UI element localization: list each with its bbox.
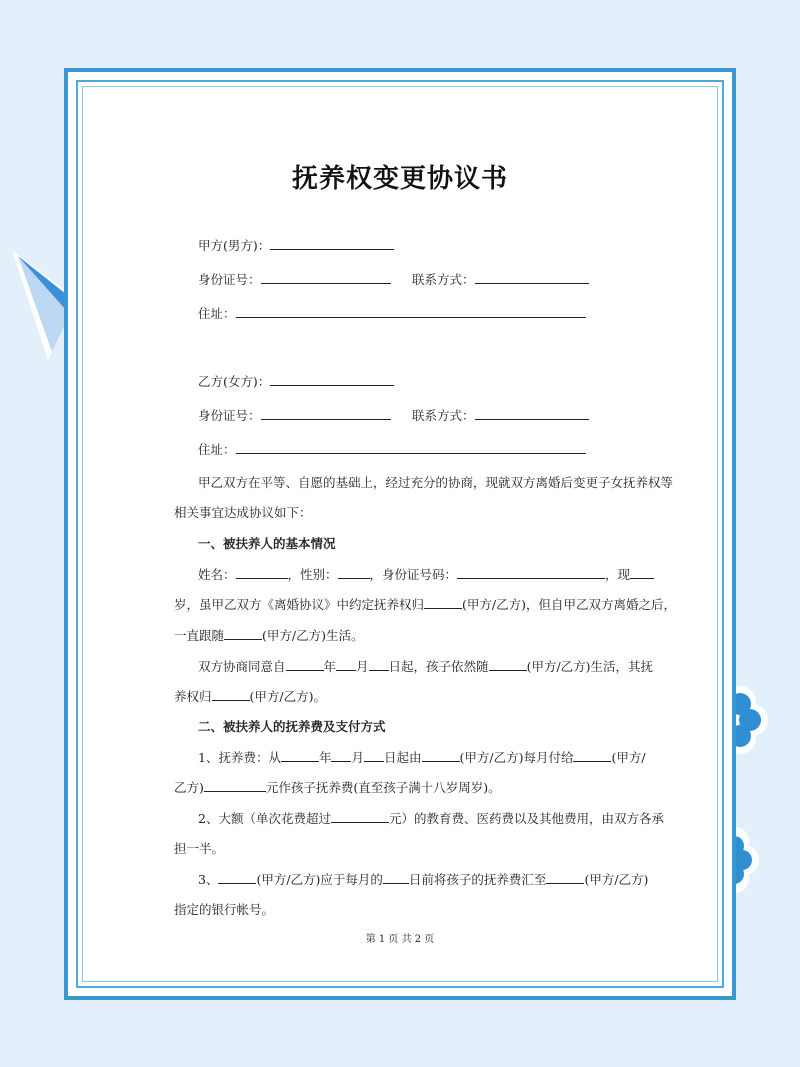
party-b-address-label: 住址：: [198, 442, 236, 457]
section-1-para-2: [174, 595, 676, 613]
child-name-blank[interactable]: [236, 565, 288, 579]
party-b-contact-line: [412, 406, 800, 424]
custody-party-blank[interactable]: [489, 657, 527, 671]
text-fragment: 姓名：: [198, 567, 236, 582]
text-fragment: (甲方/乙方)生活。: [262, 628, 364, 643]
party-a-contact-line: [412, 270, 800, 288]
party-a-contact-label: 联系方式：: [412, 272, 475, 287]
section-2-item-3-line-1: [198, 870, 668, 888]
party-b-contact-blank[interactable]: [475, 406, 589, 420]
party-b-name-blank[interactable]: [270, 372, 394, 386]
text-fragment: 月: [356, 659, 369, 674]
party-a-contact-blank[interactable]: [475, 270, 589, 284]
text-fragment: (甲方/: [611, 750, 646, 765]
section-1-heading: 一、被扶养人的基本情况: [198, 536, 336, 551]
text-fragment: 双方协商同意自: [198, 659, 286, 674]
text-fragment: (甲方/乙方)，但自甲乙双方离婚之后，: [462, 597, 676, 612]
recipient-blank[interactable]: [546, 870, 584, 884]
text-fragment: 一直跟随: [174, 628, 225, 643]
intro-line-1: 甲乙双方在平等、自愿的基础上，经过充分的协商，现就双方离婚后变更子女抚养权等: [198, 475, 674, 490]
support-month-blank[interactable]: [331, 748, 351, 762]
text-fragment: (甲方/乙方)应于每月的: [256, 872, 383, 887]
text-fragment: 乙方): [174, 780, 204, 795]
section-2-item-1-line-1: [198, 748, 668, 766]
party-b-address-line: [198, 440, 668, 458]
document-title: 抚养权变更协议书: [291, 164, 508, 194]
text-fragment: 日起，孩子依然随: [388, 659, 489, 674]
section-2-item-2-line-1: [198, 809, 668, 827]
section-2-item-3-line-2: 指定的银行帐号。: [174, 902, 275, 917]
party-a-id-blank[interactable]: [261, 270, 391, 284]
party-a-address-line: [198, 304, 668, 322]
section-1-para-3: [174, 626, 644, 644]
text-fragment: (甲方/乙方)每月付给: [459, 750, 574, 765]
text-fragment: (甲方/乙方)。: [249, 689, 326, 704]
support-amount-blank[interactable]: [204, 778, 266, 792]
party-b-address-blank[interactable]: [236, 440, 586, 454]
section-2-item-2-line-2: 担一半。: [174, 841, 225, 856]
child-id-blank[interactable]: [457, 565, 605, 579]
year-blank[interactable]: [286, 657, 324, 671]
text-fragment: (甲方/乙方): [584, 872, 649, 887]
text-fragment: 日起由: [384, 750, 422, 765]
text-fragment: ，现: [605, 567, 631, 582]
payee-blank[interactable]: [573, 748, 611, 762]
remitter-blank[interactable]: [218, 870, 256, 884]
party-b-name-line: [198, 372, 668, 390]
text-fragment: 养权归: [174, 689, 212, 704]
support-year-blank[interactable]: [281, 748, 319, 762]
party-b-id-blank[interactable]: [261, 406, 391, 420]
party-a-id-label: 身份证号：: [198, 272, 261, 287]
text-fragment: 2、大额（单次花费超过: [198, 811, 331, 826]
section-2-item-1-line-2: [174, 778, 644, 796]
original-custody-blank[interactable]: [424, 595, 462, 609]
party-b-contact-label: 联系方式：: [412, 408, 475, 423]
support-day-blank[interactable]: [364, 748, 384, 762]
text-fragment: ，性别：: [287, 567, 338, 582]
section-2-heading: 二、被扶养人的抚养费及支付方式: [198, 719, 386, 734]
text-fragment: 3、: [198, 872, 219, 887]
section-1-para-4: [198, 657, 668, 675]
large-expense-blank[interactable]: [331, 809, 389, 823]
intro-line-2: 相关事宜达成协议如下：: [174, 505, 312, 520]
text-fragment: 日前将孩子的抚养费汇至: [408, 872, 547, 887]
text-fragment: (甲方/乙方)生活，其抚: [526, 659, 654, 674]
child-gender-blank[interactable]: [338, 565, 370, 579]
custody-owner-blank[interactable]: [212, 687, 250, 701]
text-fragment: 元作孩子抚养费(直至孩子满十八岁周岁)。: [265, 780, 501, 795]
month-blank[interactable]: [336, 657, 356, 671]
text-fragment: 元）的教育费、医药费以及其他费用，由双方各承: [388, 811, 664, 826]
party-a-name-label: 甲方(男方)：: [198, 238, 271, 253]
living-with-blank[interactable]: [224, 626, 262, 640]
text-fragment: 年: [318, 750, 332, 765]
section-1-para-1: [198, 565, 668, 583]
payment-day-blank[interactable]: [383, 870, 409, 884]
party-a-address-label: 住址：: [198, 306, 236, 321]
text-fragment: 岁，虽甲乙双方《离婚协议》中约定抚养权归: [174, 597, 425, 612]
party-a-name-blank[interactable]: [270, 236, 394, 250]
text-fragment: ，身份证号码：: [369, 567, 458, 582]
payer-blank[interactable]: [422, 748, 460, 762]
party-a-name-line: [198, 236, 668, 254]
page-number-footer: 第 1 页 共 2 页: [365, 934, 435, 945]
party-a-address-blank[interactable]: [236, 304, 586, 318]
section-1-para-5: [174, 687, 644, 705]
party-b-id-label: 身份证号：: [198, 408, 261, 423]
party-b-name-label: 乙方(女方)：: [198, 374, 271, 389]
day-blank[interactable]: [369, 657, 389, 671]
text-fragment: 1、抚养费：从: [198, 750, 281, 765]
text-fragment: 年: [323, 659, 337, 674]
child-age-blank[interactable]: [630, 565, 654, 579]
text-fragment: 月: [351, 750, 364, 765]
